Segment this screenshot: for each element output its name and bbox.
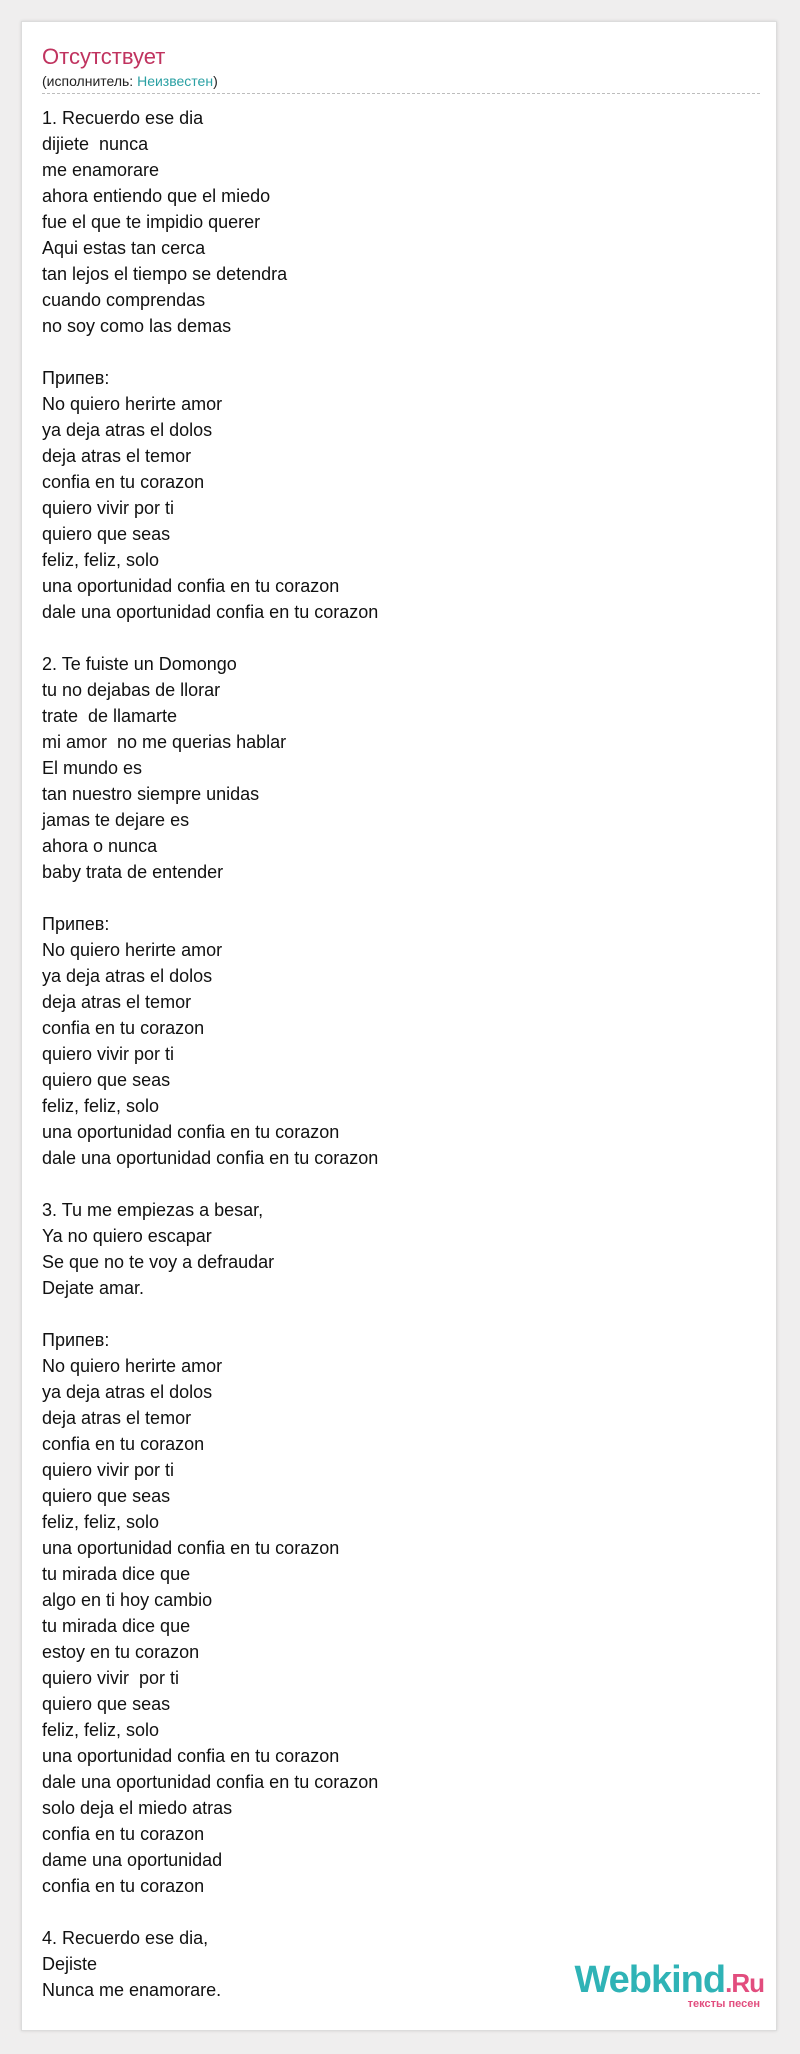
lyric-line: No quiero herirte amor: [42, 1356, 223, 1376]
lyric-line: una oportunidad confia en tu corazon: [42, 576, 340, 596]
lyric-line: confia en tu corazon: [42, 1434, 205, 1454]
lyric-line: quiero vivir por ti: [42, 1460, 175, 1480]
lyric-line: dale una oportunidad confia en tu corazon: [42, 1148, 379, 1168]
lyric-line: Dejate amar.: [42, 1278, 145, 1298]
lyric-line: jamas te dejare es: [42, 810, 190, 830]
lyric-line: ahora o nunca: [42, 836, 158, 856]
lyric-line: ya deja atras el dolos: [42, 420, 213, 440]
artist-suffix: ): [213, 73, 218, 89]
lyric-line: El mundo es: [42, 758, 143, 778]
lyric-blank-line: [42, 1899, 742, 1925]
lyric-line: quiero que seas: [42, 1070, 171, 1090]
lyric-line: tan lejos el tiempo se detendra: [42, 264, 288, 284]
lyric-line: Se que no te voy a defraudar: [42, 1252, 275, 1272]
lyric-line: me enamorare: [42, 160, 160, 180]
lyric-line: quiero que seas: [42, 524, 171, 544]
lyric-line: Припев:: [42, 1330, 110, 1350]
lyric-blank-line: [42, 1171, 742, 1197]
lyric-line: tu no dejabas de llorar: [42, 680, 221, 700]
artist-prefix: (исполнитель:: [42, 73, 138, 89]
lyric-line: feliz, feliz, solo: [42, 1720, 160, 1740]
lyric-line: 2. Te fuiste un Domongo: [42, 654, 237, 674]
lyric-line: Припев:: [42, 914, 110, 934]
lyric-line: tan nuestro siempre unidas: [42, 784, 260, 804]
lyric-blank-line: [42, 885, 742, 911]
lyric-line: deja atras el temor: [42, 1408, 192, 1428]
lyrics-card: [21, 21, 777, 2031]
lyric-line: dame una oportunidad: [42, 1850, 223, 1870]
lyric-line: tu mirada dice que: [42, 1564, 191, 1584]
lyric-line: solo deja el miedo atras: [42, 1798, 233, 1818]
lyric-blank-line: [42, 1301, 742, 1327]
song-title: Отсутствует: [42, 44, 166, 69]
lyric-line: Aqui estas tan cerca: [42, 238, 206, 258]
lyric-line: 4. Recuerdo ese dia,: [42, 1928, 209, 1948]
lyric-line: una oportunidad confia en tu corazon: [42, 1122, 340, 1142]
lyric-line: algo en ti hoy cambio: [42, 1590, 213, 1610]
logo-main-text: Webkind: [574, 1959, 726, 2001]
lyric-line: 3. Tu me empiezas a besar,: [42, 1200, 264, 1220]
lyric-line: ya deja atras el dolos: [42, 966, 213, 986]
lyric-line: ya deja atras el dolos: [42, 1382, 213, 1402]
lyric-blank-line: [42, 625, 742, 651]
lyric-line: dale una oportunidad confia en tu corazon: [42, 602, 379, 622]
lyric-line: Ya no quiero escapar: [42, 1226, 212, 1246]
lyric-line: quiero que seas: [42, 1486, 171, 1506]
logo-tld: .Ru: [725, 1968, 764, 1998]
lyric-line: 1. Recuerdo ese dia: [42, 108, 204, 128]
lyric-line: tu mirada dice que: [42, 1616, 191, 1636]
lyric-line: una oportunidad confia en tu corazon: [42, 1746, 340, 1766]
webkind-logo[interactable]: [574, 1961, 764, 2010]
lyric-line: feliz, feliz, solo: [42, 1512, 160, 1532]
lyric-line: trate de llamarte: [42, 706, 178, 726]
lyric-line: estoy en tu corazon: [42, 1642, 200, 1662]
lyric-line: No quiero herirte amor: [42, 394, 223, 414]
lyric-line: Dejiste: [42, 1954, 98, 1974]
lyric-line: no soy como las demas: [42, 316, 232, 336]
lyric-line: No quiero herirte amor: [42, 940, 223, 960]
lyric-line: cuando comprendas: [42, 290, 206, 310]
logo-wordmark: [574, 1961, 764, 2002]
title-divider: [42, 93, 760, 94]
lyric-line: confia en tu corazon: [42, 1018, 205, 1038]
lyric-line: feliz, feliz, solo: [42, 550, 160, 570]
lyric-line: deja atras el temor: [42, 992, 192, 1012]
lyric-line: quiero vivir por ti: [42, 498, 175, 518]
lyric-blank-line: [42, 339, 742, 365]
lyric-line: confia en tu corazon: [42, 472, 205, 492]
artist-link[interactable]: Неизвестен: [137, 73, 214, 89]
artist-line: [42, 72, 218, 90]
lyric-line: dale una oportunidad confia en tu corazon: [42, 1772, 379, 1792]
lyric-line: confia en tu corazon: [42, 1876, 205, 1896]
lyric-line: dijiete nunca: [42, 134, 149, 154]
lyrics-text: [42, 105, 742, 2003]
lyric-line: quiero vivir por ti: [42, 1044, 175, 1064]
lyric-line: una oportunidad confia en tu corazon: [42, 1538, 340, 1558]
lyric-line: ahora entiendo que el miedo: [42, 186, 271, 206]
lyric-line: feliz, feliz, solo: [42, 1096, 160, 1116]
lyric-line: mi amor no me querias hablar: [42, 732, 287, 752]
lyric-line: fue el que te impidio querer: [42, 212, 261, 232]
lyric-line: quiero que seas: [42, 1694, 171, 1714]
lyric-line: deja atras el temor: [42, 446, 192, 466]
lyric-line: baby trata de entender: [42, 862, 224, 882]
lyric-line: confia en tu corazon: [42, 1824, 205, 1844]
lyric-line: Припев:: [42, 368, 110, 388]
logo-tagline: тексты песен: [687, 1998, 760, 2010]
lyric-line: Nunca me enamorare.: [42, 1980, 222, 2000]
lyric-line: quiero vivir por ti: [42, 1668, 180, 1688]
